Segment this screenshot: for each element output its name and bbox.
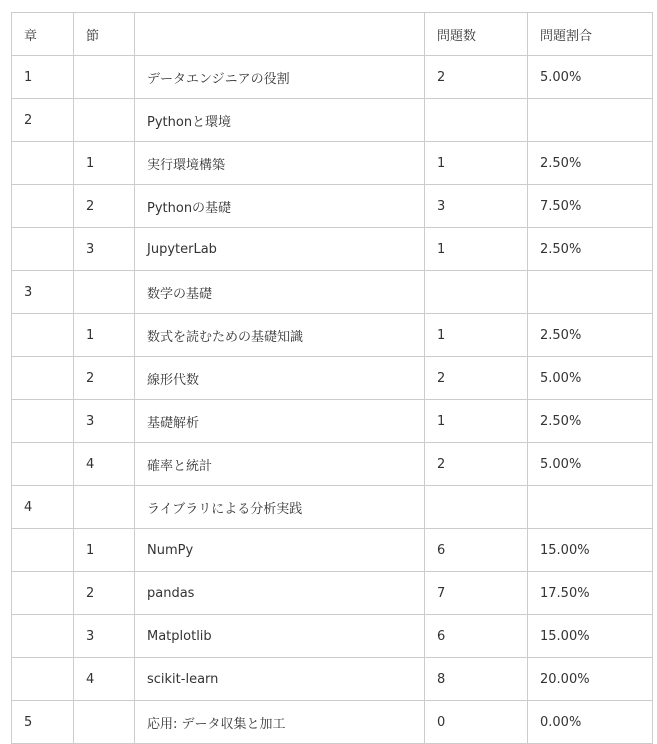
header-count: 問題数 xyxy=(425,13,528,56)
table-row xyxy=(12,99,653,142)
cell-section: 2 xyxy=(74,572,135,615)
cell-title: Pythonの基礎 xyxy=(135,185,425,228)
cell-section: 2 xyxy=(74,357,135,400)
cell-title: NumPy xyxy=(135,529,425,572)
cell-title: 基礎解析 xyxy=(135,400,425,443)
cell-count: 7 xyxy=(425,572,528,615)
cell-section xyxy=(74,271,135,314)
table-row xyxy=(12,185,653,228)
cell-section: 2 xyxy=(74,185,135,228)
cell-ratio: 15.00% xyxy=(528,529,653,572)
cell-chapter xyxy=(12,443,74,486)
header-title xyxy=(135,13,425,56)
cell-ratio: 20.00% xyxy=(528,658,653,701)
table-header xyxy=(12,13,653,56)
cell-ratio xyxy=(528,99,653,142)
cell-title: scikit-learn xyxy=(135,658,425,701)
table-row xyxy=(12,271,653,314)
table-row xyxy=(12,486,653,529)
cell-chapter: 1 xyxy=(12,56,74,99)
table-row xyxy=(12,572,653,615)
cell-section xyxy=(74,56,135,99)
cell-title: 数学の基礎 xyxy=(135,271,425,314)
cell-section xyxy=(74,486,135,529)
cell-chapter xyxy=(12,658,74,701)
cell-ratio: 5.00% xyxy=(528,443,653,486)
cell-title: データエンジニアの役割 xyxy=(135,56,425,99)
cell-ratio: 5.00% xyxy=(528,357,653,400)
cell-chapter xyxy=(12,228,74,271)
cell-count: 0 xyxy=(425,701,528,744)
cell-ratio: 17.50% xyxy=(528,572,653,615)
header-chapter: 章 xyxy=(12,13,74,56)
cell-section: 3 xyxy=(74,615,135,658)
cell-chapter xyxy=(12,529,74,572)
cell-ratio: 7.50% xyxy=(528,185,653,228)
cell-chapter: 4 xyxy=(12,486,74,529)
table-row xyxy=(12,56,653,99)
cell-chapter xyxy=(12,400,74,443)
header-section: 節 xyxy=(74,13,135,56)
cell-section xyxy=(74,701,135,744)
cell-chapter xyxy=(12,572,74,615)
cell-section: 4 xyxy=(74,658,135,701)
cell-title: 確率と統計 xyxy=(135,443,425,486)
cell-chapter xyxy=(12,142,74,185)
cell-section: 1 xyxy=(74,142,135,185)
cell-ratio xyxy=(528,271,653,314)
cell-count: 8 xyxy=(425,658,528,701)
cell-count: 2 xyxy=(425,357,528,400)
table-row xyxy=(12,701,653,744)
cell-title: 線形代数 xyxy=(135,357,425,400)
cell-section: 1 xyxy=(74,529,135,572)
table-row xyxy=(12,529,653,572)
table-row xyxy=(12,314,653,357)
cell-count: 1 xyxy=(425,142,528,185)
cell-chapter: 5 xyxy=(12,701,74,744)
cell-section xyxy=(74,99,135,142)
cell-count: 3 xyxy=(425,185,528,228)
table-row xyxy=(12,142,653,185)
exam-scope-table xyxy=(11,12,653,744)
cell-count: 2 xyxy=(425,443,528,486)
cell-count: 6 xyxy=(425,529,528,572)
cell-title: JupyterLab xyxy=(135,228,425,271)
cell-count xyxy=(425,486,528,529)
table-row xyxy=(12,400,653,443)
cell-chapter xyxy=(12,357,74,400)
cell-chapter: 2 xyxy=(12,99,74,142)
cell-ratio: 2.50% xyxy=(528,228,653,271)
cell-count xyxy=(425,271,528,314)
cell-section: 1 xyxy=(74,314,135,357)
cell-ratio: 15.00% xyxy=(528,615,653,658)
cell-count: 2 xyxy=(425,56,528,99)
table-row xyxy=(12,658,653,701)
cell-chapter xyxy=(12,314,74,357)
cell-count: 1 xyxy=(425,314,528,357)
cell-chapter: 3 xyxy=(12,271,74,314)
table-row xyxy=(12,615,653,658)
cell-chapter xyxy=(12,615,74,658)
cell-title: 応用: データ収集と加工 xyxy=(135,701,425,744)
header-ratio: 問題割合 xyxy=(528,13,653,56)
cell-count: 6 xyxy=(425,615,528,658)
cell-title: Pythonと環境 xyxy=(135,99,425,142)
header-row xyxy=(12,13,653,56)
cell-ratio: 5.00% xyxy=(528,56,653,99)
cell-title: ライブラリによる分析実践 xyxy=(135,486,425,529)
cell-section: 3 xyxy=(74,228,135,271)
cell-chapter xyxy=(12,185,74,228)
cell-section: 4 xyxy=(74,443,135,486)
cell-ratio: 2.50% xyxy=(528,314,653,357)
cell-ratio: 2.50% xyxy=(528,400,653,443)
cell-count: 1 xyxy=(425,400,528,443)
cell-ratio: 2.50% xyxy=(528,142,653,185)
table-body xyxy=(12,56,653,744)
cell-count: 1 xyxy=(425,228,528,271)
table-row xyxy=(12,228,653,271)
table-row xyxy=(12,443,653,486)
cell-ratio: 0.00% xyxy=(528,701,653,744)
cell-title: 数式を読むための基礎知識 xyxy=(135,314,425,357)
table-row xyxy=(12,357,653,400)
cell-ratio xyxy=(528,486,653,529)
cell-section: 3 xyxy=(74,400,135,443)
cell-count xyxy=(425,99,528,142)
cell-title: pandas xyxy=(135,572,425,615)
cell-title: 実行環境構築 xyxy=(135,142,425,185)
cell-title: Matplotlib xyxy=(135,615,425,658)
